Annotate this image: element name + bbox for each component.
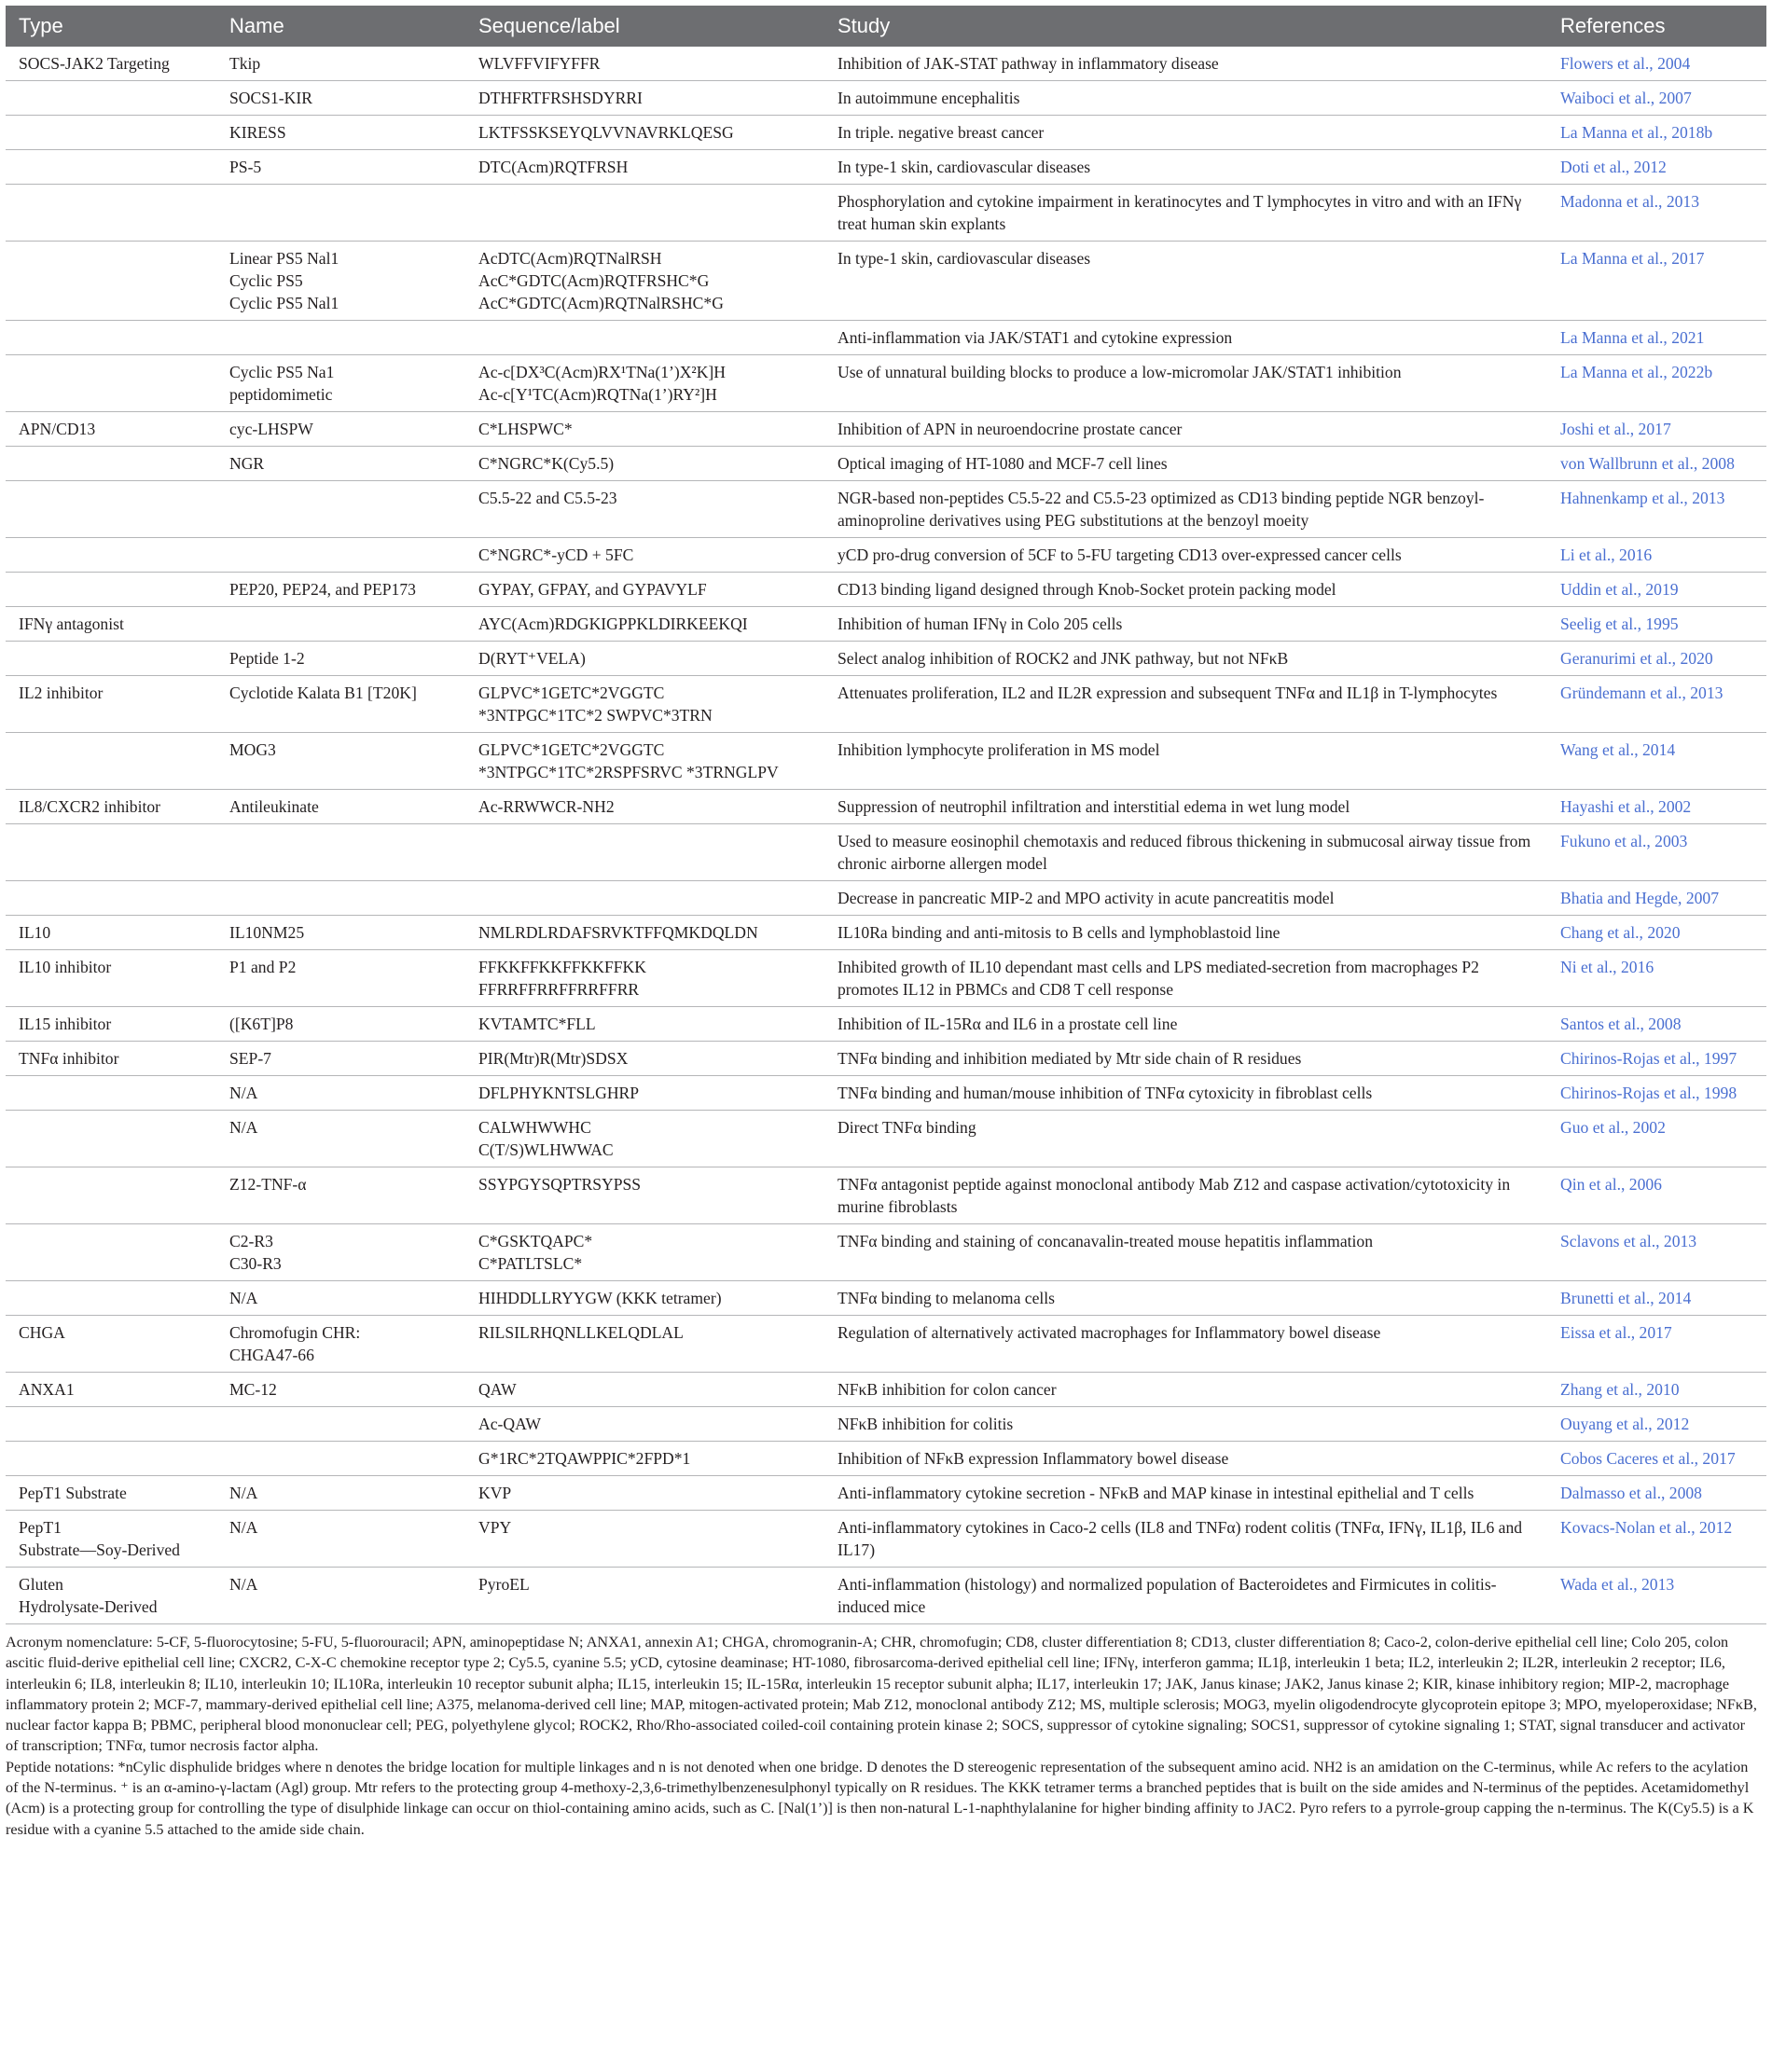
row-reference[interactable]: La Manna et al., 2018b (1547, 116, 1766, 150)
row-sequence: Ac-c[DX³C(Acm)RX¹TNa(1’)X²K]H Ac-c[Y¹TC(Acm)RQTNa(1’)RY²]H (465, 355, 824, 412)
row-type: IL8/CXCR2 inhibitor (6, 790, 216, 824)
row-reference[interactable]: Wada et al., 2013 (1547, 1568, 1766, 1624)
row-name: ([K6T]P8 (216, 1007, 465, 1042)
row-type (6, 242, 216, 321)
row-sequence: PyroEL (465, 1568, 824, 1624)
table-row (6, 116, 1766, 150)
row-study: TNFα binding and inhibition mediated by Mtr side chain of R residues (824, 1042, 1547, 1076)
row-study: Attenuates proliferation, IL2 and IL2R expression and subsequent TNFα and IL1β in T-lymphocytes (824, 676, 1547, 733)
row-type: APN/CD13 (6, 412, 216, 447)
row-type (6, 355, 216, 412)
table-row (6, 242, 1766, 321)
row-study: Inhibition of APN in neuroendocrine prostate cancer (824, 412, 1547, 447)
row-study: Regulation of alternatively activated macrophages for Inflammatory bowel disease (824, 1316, 1547, 1373)
row-reference[interactable]: Hayashi et al., 2002 (1547, 790, 1766, 824)
row-type (6, 481, 216, 538)
header-name: Name (216, 6, 465, 47)
table-row (6, 642, 1766, 676)
row-reference[interactable]: Zhang et al., 2010 (1547, 1373, 1766, 1407)
row-type (6, 573, 216, 607)
row-study: NFκB inhibition for colitis (824, 1407, 1547, 1442)
table-row (6, 538, 1766, 573)
row-type (6, 733, 216, 790)
row-name: Z12-TNF-α (216, 1167, 465, 1224)
row-study: NGR-based non-peptides C5.5-22 and C5.5-23 optimized as CD13 binding peptide NGR benzoyl-aminoproline derivatives using PEG substitutions at the benzoyl moeity (824, 481, 1547, 538)
row-type (6, 185, 216, 242)
row-type: PepT1 Substrate (6, 1476, 216, 1511)
row-sequence (465, 824, 824, 881)
row-study: Direct TNFα binding (824, 1111, 1547, 1167)
row-name: Tkip (216, 47, 465, 81)
row-study: TNFα binding and staining of concanavalin-treated mouse hepatitis inflammation (824, 1224, 1547, 1281)
row-type (6, 824, 216, 881)
row-type: IFNγ antagonist (6, 607, 216, 642)
row-name: KIRESS (216, 116, 465, 150)
row-type: Gluten Hydrolysate-Derived (6, 1568, 216, 1624)
row-name: N/A (216, 1111, 465, 1167)
table-row (6, 412, 1766, 447)
row-study: Inhibition of human IFNγ in Colo 205 cells (824, 607, 1547, 642)
row-study: yCD pro-drug conversion of 5CF to 5-FU targeting CD13 over-expressed cancer cells (824, 538, 1547, 573)
row-reference[interactable]: Doti et al., 2012 (1547, 150, 1766, 185)
peptide-table-page (6, 6, 1766, 1840)
table-body (6, 47, 1766, 1624)
row-sequence: Ac-QAW (465, 1407, 824, 1442)
row-name: MC-12 (216, 1373, 465, 1407)
row-type: PepT1 Substrate—Soy-Derived (6, 1511, 216, 1568)
table-row (6, 733, 1766, 790)
table-row (6, 573, 1766, 607)
row-sequence: RILSILRHQNLLKELQDLAL (465, 1316, 824, 1373)
acronym-note: Acronym nomenclature: 5-CF, 5-fluorocytosine; 5-FU, 5-fluorouracil; APN, aminopeptidase N; ANXA1, annexin A1; CHGA, chromogranin-A; CHR, chromofugin; CD8, cluster differentiation 8; CD13, cluster differentiation 8; Caco-2, colon-derive epithelial cell line; Colo 205, colon ascitic fluid-derive epithelial cell line; CXCR2, C-X-C chemokine receptor type 2; Cy5.5, cyanine 5.5; yCD, cytosine deaminase; HT-1080, fibrosarcoma-derived epithelial cell line; IFNγ, interferon gamma; IL1β, interleukin 1 beta; IL2, interleukin 2; IL2R, interleukin 2 receptor; IL6, interleukin 6; IL8, interleukin 8; IL10, interleukin 10; IL10Ra, interleukin 10 receptor subunit alpha; IL15, interleukin 15; IL-15Rα, interleukin 15 receptor subunit alpha; IL17, interleukin 17; JAK, Janus kinase; JAK2, Janus kinase 2; KIR, kinase inhibitory region; MIP-2, macrophage inflammatory protein 2; MCF-7, mammary-derived epithelial cell line; A375, melanoma-derived cell line; MAP, mitogen-activated protein; Mab Z12, monoclonal antibody Z12; MS, multiple sclerosis; MOG3, myelin oligodendrocyte glycoprotein epitope 3; MPO, myeloperoxidase; NFκB, nuclear factor kappa B; PBMC, peripheral blood mononuclear cell; PEG, polyethylene glycol; ROCK2, Rho/Rho-associated coiled-coil containing protein kinase 2; SOCS, suppressor of cytokine signaling; SOCS1, suppressor of cytokine signaling 1; STAT, signal transducer and activator of transcription; TNFα, tumor necrosis factor alpha. (6, 1634, 1757, 1755)
header-type: Type (6, 6, 216, 47)
row-reference[interactable]: Santos et al., 2008 (1547, 1007, 1766, 1042)
row-study: TNFα antagonist peptide against monoclonal antibody Mab Z12 and caspase activation/cytotoxicity in murine fibroblasts (824, 1167, 1547, 1224)
row-sequence: CALWHWWHC C(T/S)WLHWWAC (465, 1111, 824, 1167)
row-type (6, 1442, 216, 1476)
row-reference[interactable]: Wang et al., 2014 (1547, 733, 1766, 790)
row-name: N/A (216, 1476, 465, 1511)
row-study: TNFα binding to melanoma cells (824, 1281, 1547, 1316)
row-study: Used to measure eosinophil chemotaxis and reduced fibrous thickening in submucosal airway tissue from chronic airborne allergen model (824, 824, 1547, 881)
row-sequence: SSYPGYSQPTRSYPSS (465, 1167, 824, 1224)
table-header (6, 6, 1766, 47)
row-sequence (465, 321, 824, 355)
row-type: SOCS-JAK2 Targeting (6, 47, 216, 81)
row-name: Linear PS5 Nal1 Cyclic PS5 Cyclic PS5 Nal1 (216, 242, 465, 321)
row-type (6, 1076, 216, 1111)
row-sequence: Ac-RRWWCR-NH2 (465, 790, 824, 824)
header-references: References (1547, 6, 1766, 47)
table-row (6, 1042, 1766, 1076)
table-row (6, 1007, 1766, 1042)
row-reference[interactable]: Chirinos-Rojas et al., 1998 (1547, 1076, 1766, 1111)
row-reference[interactable]: Gründemann et al., 2013 (1547, 676, 1766, 733)
table-row (6, 321, 1766, 355)
table-row (6, 1407, 1766, 1442)
row-reference[interactable]: La Manna et al., 2021 (1547, 321, 1766, 355)
table-row (6, 607, 1766, 642)
table-footnotes (6, 1632, 1766, 1840)
row-study: Phosphorylation and cytokine impairment in keratinocytes and T lymphocytes in vitro and with an IFNγ treat human skin explants (824, 185, 1547, 242)
row-reference[interactable]: Geranurimi et al., 2020 (1547, 642, 1766, 676)
row-name: N/A (216, 1076, 465, 1111)
row-study: Select analog inhibition of ROCK2 and JNK pathway, but not NFκB (824, 642, 1547, 676)
row-type (6, 1111, 216, 1167)
row-sequence (465, 185, 824, 242)
table-row (6, 1281, 1766, 1316)
row-study: Anti-inflammation via JAK/STAT1 and cytokine expression (824, 321, 1547, 355)
row-reference[interactable]: Flowers et al., 2004 (1547, 47, 1766, 81)
table-row (6, 81, 1766, 116)
row-sequence: KVP (465, 1476, 824, 1511)
row-reference[interactable]: Ni et al., 2016 (1547, 950, 1766, 1007)
row-sequence: VPY (465, 1511, 824, 1568)
row-sequence: GLPVC*1GETC*2VGGTC *3NTPGC*1TC*2RSPFSRVC *3TRNGLPV (465, 733, 824, 790)
row-reference[interactable]: von Wallbrunn et al., 2008 (1547, 447, 1766, 481)
table-row (6, 1167, 1766, 1224)
row-study: Inhibition lymphocyte proliferation in MS model (824, 733, 1547, 790)
row-reference[interactable]: Hahnenkamp et al., 2013 (1547, 481, 1766, 538)
row-reference[interactable]: Kovacs-Nolan et al., 2012 (1547, 1511, 1766, 1568)
row-name: Cyclotide Kalata B1 [T20K] (216, 676, 465, 733)
row-name (216, 481, 465, 538)
table-row (6, 1373, 1766, 1407)
row-study: In type-1 skin, cardiovascular diseases (824, 150, 1547, 185)
table-row (6, 676, 1766, 733)
row-sequence: GYPAY, GFPAY, and GYPAVYLF (465, 573, 824, 607)
table-row (6, 950, 1766, 1007)
table-row (6, 1511, 1766, 1568)
row-name: IL10NM25 (216, 916, 465, 950)
row-study: In autoimmune encephalitis (824, 81, 1547, 116)
row-name: N/A (216, 1568, 465, 1624)
row-sequence: AcDTC(Acm)RQTNalRSH AcC*GDTC(Acm)RQTFRSHC*G AcC*GDTC(Acm)RQTNalRSHC*G (465, 242, 824, 321)
row-reference[interactable]: Waiboci et al., 2007 (1547, 81, 1766, 116)
row-sequence: C*NGRC*-yCD + 5FC (465, 538, 824, 573)
row-type: IL15 inhibitor (6, 1007, 216, 1042)
row-reference[interactable]: Dalmasso et al., 2008 (1547, 1476, 1766, 1511)
peptide-table (6, 6, 1766, 1624)
row-study: Inhibition of JAK-STAT pathway in inflammatory disease (824, 47, 1547, 81)
row-sequence: DTC(Acm)RQTFRSH (465, 150, 824, 185)
row-study: Inhibited growth of IL10 dependant mast cells and LPS mediated-secretion from macrophages P2 promotes IL12 in PBMCs and CD8 T cell response (824, 950, 1547, 1007)
row-type (6, 1281, 216, 1316)
row-study: Optical imaging of HT-1080 and MCF-7 cell lines (824, 447, 1547, 481)
table-row (6, 1476, 1766, 1511)
row-sequence: KVTAMTC*FLL (465, 1007, 824, 1042)
header-study: Study (824, 6, 1547, 47)
row-name (216, 185, 465, 242)
table-row (6, 1568, 1766, 1624)
row-name: N/A (216, 1281, 465, 1316)
table-row (6, 1076, 1766, 1111)
row-sequence: C*NGRC*K(Cy5.5) (465, 447, 824, 481)
row-reference[interactable]: La Manna et al., 2022b (1547, 355, 1766, 412)
row-reference[interactable]: Guo et al., 2002 (1547, 1111, 1766, 1167)
row-study: Inhibition of NFκB expression Inflammatory bowel disease (824, 1442, 1547, 1476)
row-study: Anti-inflammation (histology) and normalized population of Bacteroidetes and Firmicutes in colitis-induced mice (824, 1568, 1547, 1624)
row-name (216, 824, 465, 881)
row-sequence: C*LHSPWC* (465, 412, 824, 447)
row-reference[interactable]: Eissa et al., 2017 (1547, 1316, 1766, 1373)
row-type (6, 150, 216, 185)
table-row (6, 355, 1766, 412)
row-reference[interactable]: Sclavons et al., 2013 (1547, 1224, 1766, 1281)
row-study: CD13 binding ligand designed through Knob-Socket protein packing model (824, 573, 1547, 607)
row-reference[interactable]: Brunetti et al., 2014 (1547, 1281, 1766, 1316)
row-study: Use of unnatural building blocks to produce a low-micromolar JAK/STAT1 inhibition (824, 355, 1547, 412)
row-name: Peptide 1-2 (216, 642, 465, 676)
row-reference[interactable]: La Manna et al., 2017 (1547, 242, 1766, 321)
row-name: PEP20, PEP24, and PEP173 (216, 573, 465, 607)
row-study: Suppression of neutrophil infiltration and interstitial edema in wet lung model (824, 790, 1547, 824)
row-type (6, 642, 216, 676)
row-type: IL2 inhibitor (6, 676, 216, 733)
row-name: Cyclic PS5 Na1 peptidomimetic (216, 355, 465, 412)
table-row (6, 1224, 1766, 1281)
row-name (216, 1442, 465, 1476)
row-type (6, 447, 216, 481)
header-sequence: Sequence/label (465, 6, 824, 47)
row-sequence: HIHDDLLRYYGW (KKK tetramer) (465, 1281, 824, 1316)
row-type (6, 1167, 216, 1224)
table-row (6, 150, 1766, 185)
table-row (6, 481, 1766, 538)
row-study: TNFα binding and human/mouse inhibition of TNFα cytoxicity in fibroblast cells (824, 1076, 1547, 1111)
row-sequence: D(RYT⁺VELA) (465, 642, 824, 676)
row-type: CHGA (6, 1316, 216, 1373)
row-name (216, 881, 465, 916)
row-type: ANXA1 (6, 1373, 216, 1407)
table-row (6, 824, 1766, 881)
row-sequence: C*GSKTQAPC* C*PATLTSLC* (465, 1224, 824, 1281)
row-study: NFκB inhibition for colon cancer (824, 1373, 1547, 1407)
row-study: In type-1 skin, cardiovascular diseases (824, 242, 1547, 321)
table-row (6, 881, 1766, 916)
table-row (6, 447, 1766, 481)
row-name (216, 607, 465, 642)
row-reference[interactable]: Ouyang et al., 2012 (1547, 1407, 1766, 1442)
row-study: Decrease in pancreatic MIP-2 and MPO activity in acute pancreatitis model (824, 881, 1547, 916)
table-row (6, 790, 1766, 824)
row-reference[interactable]: Cobos Caceres et al., 2017 (1547, 1442, 1766, 1476)
row-reference[interactable]: Chang et al., 2020 (1547, 916, 1766, 950)
row-study: Anti-inflammatory cytokines in Caco-2 cells (IL8 and TNFα) rodent colitis (TNFα, IFNγ, IL1β, IL6 and IL17) (824, 1511, 1547, 1568)
row-type (6, 538, 216, 573)
row-reference[interactable]: Seelig et al., 1995 (1547, 607, 1766, 642)
table-row (6, 1316, 1766, 1373)
row-study: Anti-inflammatory cytokine secretion - NFκB and MAP kinase in intestinal epithelial and T cells (824, 1476, 1547, 1511)
row-sequence (465, 881, 824, 916)
peptide-notation-note: Peptide notations: *nCylic disphulide bridges where n denotes the bridge location for multiple linkages and n is not denoted when one bridge. D denotes the D stereogenic representation of the subsequent amino acid. NH2 is an amidation on the C-terminus, while Ac refers to the acylation of the N-terminus. ⁺ is an α-amino-γ-lactam (Agl) group. Mtr refers to the protecting group 4-methoxy-2,3,6-trimethylbenzenesulphonyl typically on R residues. The KKK tetramer terms a branched peptides that is built on the side amides and N-terminus of the peptides. Acetamidomethyl (Acm) is a protecting group for controlling the type of disulphide linkage can occur on thiol-containing amino acids, such as C. [Nal(1’)] is then non-natural L-1-naphthylalanine for higher binding affinity to JAC2. Pyro refers to a pyrrole-group capping the n-terminus. The K(Cy5.5) is a K residue with a cyanine 5.5 attached to the amide side chain. (6, 1758, 1754, 1838)
row-name: Antileukinate (216, 790, 465, 824)
row-type (6, 881, 216, 916)
table-row (6, 1111, 1766, 1167)
row-reference[interactable]: Bhatia and Hegde, 2007 (1547, 881, 1766, 916)
row-sequence: AYC(Acm)RDGKIGPPKLDIRKEEKQI (465, 607, 824, 642)
row-sequence: DFLPHYKNTSLGHRP (465, 1076, 824, 1111)
row-reference[interactable]: Fukuno et al., 2003 (1547, 824, 1766, 881)
row-type: TNFα inhibitor (6, 1042, 216, 1076)
row-name: cyc-LHSPW (216, 412, 465, 447)
row-reference[interactable]: Li et al., 2016 (1547, 538, 1766, 573)
row-study: IL10Ra binding and anti-mitosis to B cells and lymphoblastoid line (824, 916, 1547, 950)
row-name (216, 538, 465, 573)
row-type (6, 321, 216, 355)
row-study: Inhibition of IL-15Rα and IL6 in a prostate cell line (824, 1007, 1547, 1042)
row-sequence: FFKKFFKKFFKKFFKK FFRRFFRRFFRRFFRR (465, 950, 824, 1007)
row-sequence: WLVFFVIFYFFR (465, 47, 824, 81)
row-name: P1 and P2 (216, 950, 465, 1007)
row-sequence: PIR(Mtr)R(Mtr)SDSX (465, 1042, 824, 1076)
row-type (6, 81, 216, 116)
row-name: N/A (216, 1511, 465, 1568)
row-sequence: G*1RC*2TQAWPPIC*2FPD*1 (465, 1442, 824, 1476)
row-reference[interactable]: Madonna et al., 2013 (1547, 185, 1766, 242)
row-reference[interactable]: Qin et al., 2006 (1547, 1167, 1766, 1224)
row-name: Chromofugin CHR: CHGA47-66 (216, 1316, 465, 1373)
row-sequence: QAW (465, 1373, 824, 1407)
table-row (6, 185, 1766, 242)
row-sequence: DTHFRTFRSHSDYRRI (465, 81, 824, 116)
row-sequence: NMLRDLRDAFSRVKTFFQMKDQLDN (465, 916, 824, 950)
row-study: In triple. negative breast cancer (824, 116, 1547, 150)
row-reference[interactable]: Uddin et al., 2019 (1547, 573, 1766, 607)
row-name: SOCS1-KIR (216, 81, 465, 116)
row-name: NGR (216, 447, 465, 481)
row-name: SEP-7 (216, 1042, 465, 1076)
table-row (6, 1442, 1766, 1476)
row-name (216, 1407, 465, 1442)
row-sequence: C5.5-22 and C5.5-23 (465, 481, 824, 538)
row-name (216, 321, 465, 355)
row-name: C2-R3 C30-R3 (216, 1224, 465, 1281)
row-type: IL10 (6, 916, 216, 950)
row-reference[interactable]: Joshi et al., 2017 (1547, 412, 1766, 447)
row-type (6, 1224, 216, 1281)
row-name: PS-5 (216, 150, 465, 185)
row-name: MOG3 (216, 733, 465, 790)
row-type: IL10 inhibitor (6, 950, 216, 1007)
row-type (6, 116, 216, 150)
table-row (6, 916, 1766, 950)
row-sequence: GLPVC*1GETC*2VGGTC *3NTPGC*1TC*2 SWPVC*3TRN (465, 676, 824, 733)
table-row (6, 47, 1766, 81)
row-type (6, 1407, 216, 1442)
row-reference[interactable]: Chirinos-Rojas et al., 1997 (1547, 1042, 1766, 1076)
row-sequence: LKTFSSKSEYQLVVNAVRKLQESG (465, 116, 824, 150)
